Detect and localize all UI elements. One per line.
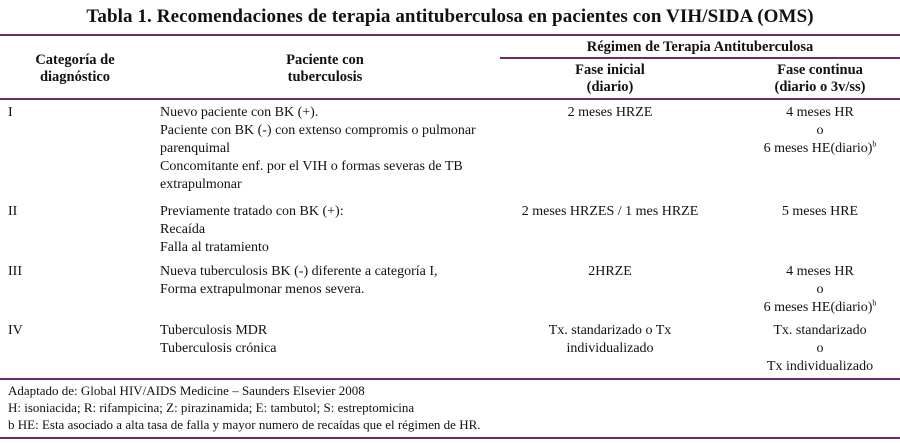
header-initial-phase xyxy=(500,62,720,96)
row-1-continuation-line-with-note xyxy=(740,140,900,158)
row-4-continuation-line: Tx. standarizado xyxy=(773,323,867,338)
row-2-patient xyxy=(160,203,344,257)
row-3-continuation-text: 6 meses HE(diario) xyxy=(763,300,873,315)
header-continuation-line1: Fase continua xyxy=(777,62,863,78)
row-1-continuation-line: o xyxy=(816,123,824,138)
row-3-continuation xyxy=(740,263,900,317)
row-1-continuation-line: 4 meses HR xyxy=(786,105,854,120)
header-continuation-line2: (diario o 3v/ss) xyxy=(774,79,866,95)
row-3-initial-line: 2HRZE xyxy=(588,264,632,279)
table-bottom-rule xyxy=(0,378,900,380)
header-initial-line2: (diario) xyxy=(586,79,634,95)
row-2-initial-line: 2 meses HRZES / 1 mes HRZE xyxy=(521,204,699,219)
row-4-category: IV xyxy=(8,323,23,338)
row-4-continuation xyxy=(740,322,900,376)
row-3-patient-line: Forma extrapulmonar menos severa. xyxy=(160,282,365,297)
footnote-marker: b xyxy=(872,298,877,308)
header-regimen: Régimen de Terapia Antituberculosa xyxy=(586,39,814,55)
header-patient-line2: tuberculosis xyxy=(287,69,363,85)
row-1-initial xyxy=(500,104,720,122)
row-1-patient xyxy=(160,104,476,194)
header-initial-line1: Fase inicial xyxy=(575,62,645,78)
row-3-continuation-line: 4 meses HR xyxy=(786,264,854,279)
row-4-initial-line: Tx. standarizado o Tx xyxy=(548,323,672,338)
footnote-b: b HE: Esta asociado a alta tasa de falla y mayor numero de recaídas que el régimen de HR. xyxy=(8,417,481,432)
header-bottom-rule xyxy=(0,98,900,100)
row-3-patient xyxy=(160,263,438,299)
row-3-initial xyxy=(500,263,720,281)
row-2-continuation-line: 5 meses HRE xyxy=(781,204,859,219)
row-1-continuation-text: 6 meses HE(diario) xyxy=(763,141,873,156)
table-title: Tabla 1. Recomendaciones de terapia antituberculosa en pacientes con VIH/SIDA (OMS) xyxy=(86,6,814,27)
row-1-patient-line: Nuevo paciente con BK (+). xyxy=(160,105,319,120)
row-2-patient-line: Falla al tratamiento xyxy=(160,240,269,255)
row-3-category: III xyxy=(8,264,22,279)
row-1-continuation xyxy=(740,104,900,158)
row-3-patient-line: Nueva tuberculosis BK (-) diferente a categoría I, xyxy=(160,264,438,279)
row-2-continuation xyxy=(740,203,900,221)
row-4-patient-line: Tuberculosis MDR xyxy=(160,323,268,338)
row-1-initial-line: 2 meses HRZE xyxy=(567,105,653,120)
footnote-source: Adaptado de: Global HIV/AIDS Medicine – Saunders Elsevier 2008 xyxy=(8,383,365,398)
row-1-patient-line: Paciente con BK (-) con extenso compromis o pulmonar xyxy=(160,123,476,138)
row-4-continuation-line: Tx individualizado xyxy=(766,359,874,374)
row-1-patient-line: extrapulmonar xyxy=(160,177,242,192)
row-1-patient-line: Concomitante enf. por el VIH o formas severas de TB xyxy=(160,159,463,174)
header-category-line2: diagnóstico xyxy=(39,69,111,85)
header-patient xyxy=(230,52,420,86)
row-3-continuation-line-with-note xyxy=(740,299,900,317)
row-2-patient-line: Recaída xyxy=(160,222,206,237)
regimen-rule xyxy=(500,57,900,59)
header-patient-line1: Paciente con xyxy=(286,52,364,68)
row-2-category: II xyxy=(8,204,18,219)
row-2-initial xyxy=(500,203,720,221)
row-4-initial xyxy=(500,322,720,358)
row-4-continuation-line: o xyxy=(816,341,824,356)
footnote-bottom-rule xyxy=(0,437,900,439)
row-1-category: I xyxy=(8,105,13,120)
row-4-patient xyxy=(160,322,277,358)
footnote-marker: b xyxy=(872,139,877,149)
row-3-continuation-line: o xyxy=(816,282,824,297)
row-4-initial-line: individualizado xyxy=(566,341,654,356)
header-category-line1: Categoría de xyxy=(35,52,115,68)
footnote-abbreviations: H: isoniacida; R: rifampicina; Z: pirazinamida; E: tambutol; S: estreptomicina xyxy=(8,400,415,415)
header-category xyxy=(0,52,150,86)
row-1-patient-line: parenquimal xyxy=(160,141,230,156)
row-4-patient-line: Tuberculosis crónica xyxy=(160,341,277,356)
row-2-patient-line: Previamente tratado con BK (+): xyxy=(160,204,344,219)
header-continuation-phase xyxy=(740,62,900,96)
top-rule xyxy=(0,34,900,36)
